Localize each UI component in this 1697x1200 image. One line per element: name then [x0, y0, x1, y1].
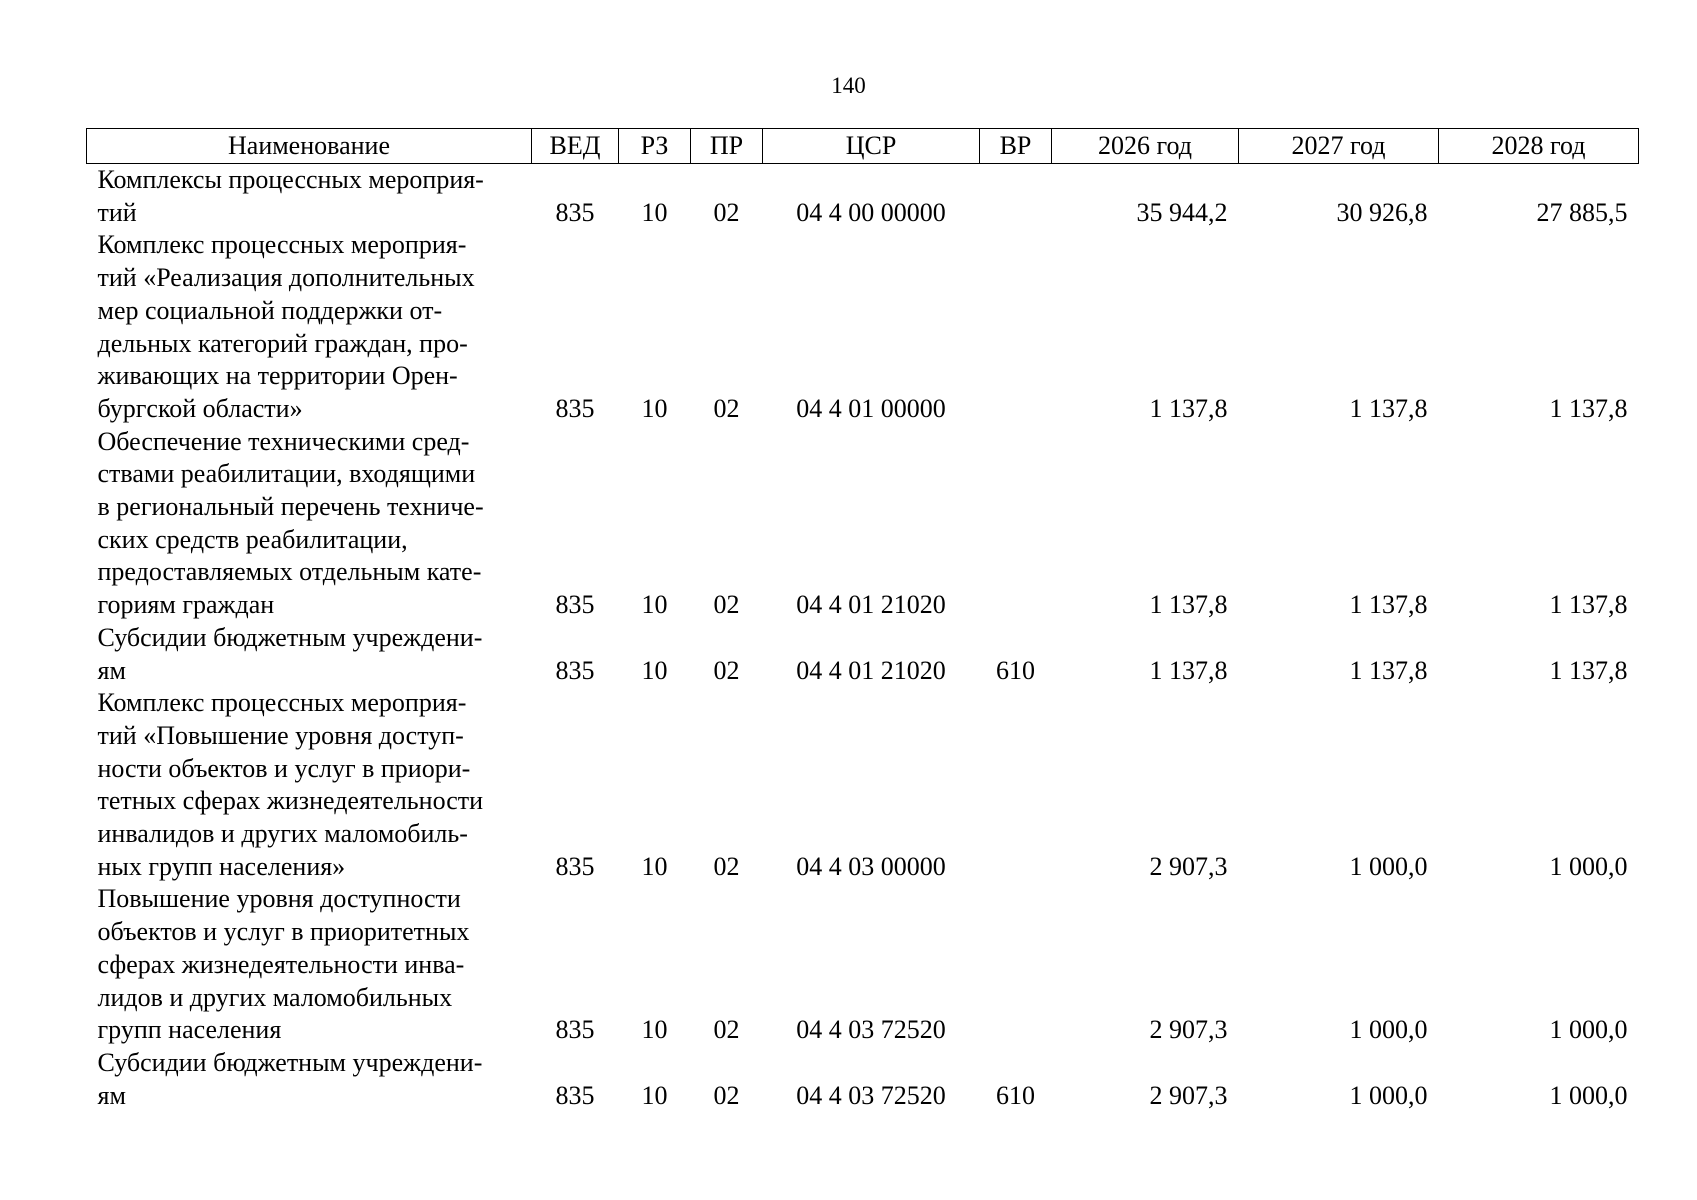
amount-2026-cell: 2 907,3: [1149, 851, 1228, 881]
header-row: [87, 129, 1639, 164]
vr-cell: [980, 687, 1052, 883]
name-line: гориям граждан: [97, 590, 275, 620]
row-name-cell: [87, 1047, 532, 1112]
amount-2028-cell: 1 137,8: [1549, 590, 1628, 620]
rz-cell: 10: [641, 851, 668, 881]
name-line: ствами реабилитации, входящими: [97, 459, 476, 489]
name-line: тетных сферах жизнедеятельности: [97, 786, 484, 816]
column-header-2028: 2028 год: [1439, 129, 1639, 164]
ved-cell: 835: [555, 590, 595, 620]
csr-cell: 04 4 00 00000: [796, 197, 946, 227]
name-line: Субсидии бюджетным учреждени-: [97, 1047, 483, 1077]
ved-cell: 835: [555, 1080, 595, 1110]
table-row: [87, 622, 1639, 687]
column-header-2026: 2026 год: [1052, 129, 1239, 164]
name-line: дельных категорий граждан, про-: [97, 328, 468, 358]
column-header-2027: 2027 год: [1239, 129, 1439, 164]
amount-2028-cell: 1 000,0: [1549, 1080, 1628, 1110]
name-line: Субсидии бюджетным учреждени-: [97, 622, 483, 652]
pr-cell: 02: [713, 851, 740, 881]
row-name-cell: [87, 883, 532, 1047]
table-row: [87, 426, 1639, 622]
amount-2027-cell: 1 000,0: [1349, 1015, 1428, 1045]
pr-cell: 02: [713, 1015, 740, 1045]
column-header-rz: РЗ: [619, 129, 691, 164]
vr-cell: [980, 164, 1052, 230]
row-name-cell: [87, 687, 532, 883]
vr-cell: 610: [996, 655, 1035, 685]
ved-cell: 835: [555, 851, 595, 881]
rz-cell: 10: [641, 590, 668, 620]
vr-cell: 610: [996, 1080, 1035, 1110]
amount-2026-cell: 1 137,8: [1149, 393, 1228, 423]
pr-cell: 02: [713, 590, 740, 620]
amount-2027-cell: 1 137,8: [1349, 393, 1428, 423]
amount-2027-cell: 30 926,8: [1336, 197, 1428, 227]
row-name-cell: [87, 426, 532, 622]
column-header-csr: ЦСР: [763, 129, 980, 164]
amount-2028-cell: 27 885,5: [1536, 197, 1628, 227]
column-header-name: Наименование: [87, 129, 532, 164]
amount-2028-cell: 1 137,8: [1549, 655, 1628, 685]
csr-cell: 04 4 01 00000: [796, 393, 946, 423]
column-header-ved: ВЕД: [532, 129, 619, 164]
rz-cell: 10: [641, 655, 668, 685]
amount-2026-cell: 35 944,2: [1136, 197, 1228, 227]
ved-cell: 835: [555, 655, 595, 685]
name-line: инвалидов и других маломобиль-: [97, 819, 468, 849]
amount-2028-cell: 1 137,8: [1549, 393, 1628, 423]
amount-2028-cell: 1 000,0: [1549, 1015, 1628, 1045]
vr-cell: [980, 229, 1052, 425]
rz-cell: 10: [641, 197, 668, 227]
name-line: живающих на территории Орен-: [97, 361, 458, 391]
name-line: Комплекс процессных мероприя-: [97, 230, 467, 260]
budget-table: [86, 128, 1639, 1112]
name-line: ных групп населения»: [97, 851, 346, 881]
name-line: бургской области»: [97, 393, 303, 423]
name-line: предоставляемых отдельным кате-: [97, 557, 482, 587]
vr-cell: [980, 426, 1052, 622]
name-line: тий: [97, 197, 137, 227]
amount-2027-cell: 1 137,8: [1349, 590, 1428, 620]
csr-cell: 04 4 03 00000: [796, 851, 946, 881]
vr-cell: [980, 883, 1052, 1047]
csr-cell: 04 4 03 72520: [796, 1015, 946, 1045]
ved-cell: 835: [555, 393, 595, 423]
name-line: групп населения: [97, 1015, 282, 1045]
amount-2026-cell: 1 137,8: [1149, 590, 1228, 620]
csr-cell: 04 4 03 72520: [796, 1080, 946, 1110]
name-line: тий «Реализация дополнительных: [97, 263, 475, 293]
table-row: [87, 164, 1639, 230]
pr-cell: 02: [713, 197, 740, 227]
name-line: ям: [97, 655, 126, 685]
name-line: ности объектов и услуг в приори-: [97, 753, 471, 783]
amount-2027-cell: 1 000,0: [1349, 851, 1428, 881]
pr-cell: 02: [713, 655, 740, 685]
name-line: лидов и других маломобильных: [97, 982, 453, 1012]
name-line: ям: [97, 1080, 126, 1110]
name-line: мер социальной поддержки от-: [97, 295, 443, 325]
table-row: [87, 1047, 1639, 1112]
column-header-pr: ПР: [691, 129, 763, 164]
page-number: 140: [831, 73, 866, 98]
rz-cell: 10: [641, 1080, 668, 1110]
name-line: Комплекс процессных мероприя-: [97, 688, 467, 718]
name-line: тий «Повышение уровня доступ-: [97, 720, 464, 750]
name-line: Обеспечение техническими сред-: [97, 426, 470, 456]
row-name-cell: [87, 622, 532, 687]
amount-2027-cell: 1 000,0: [1349, 1080, 1428, 1110]
row-name-cell: [87, 164, 532, 230]
pr-cell: 02: [713, 393, 740, 423]
ved-cell: 835: [555, 1015, 595, 1045]
name-line: Комплексы процессных мероприя-: [97, 165, 484, 194]
csr-cell: 04 4 01 21020: [796, 655, 946, 685]
amount-2026-cell: 2 907,3: [1149, 1080, 1228, 1110]
amount-2026-cell: 1 137,8: [1149, 655, 1228, 685]
amount-2027-cell: 1 137,8: [1349, 655, 1428, 685]
pr-cell: 02: [713, 1080, 740, 1110]
name-line: ских средств реабилитации,: [97, 524, 408, 554]
name-line: в региональный перечень техниче-: [97, 492, 484, 522]
ved-cell: 835: [555, 197, 595, 227]
name-line: объектов и услуг в приоритетных: [97, 917, 470, 947]
row-name-cell: [87, 229, 532, 425]
amount-2028-cell: 1 000,0: [1549, 851, 1628, 881]
table-row: [87, 229, 1639, 425]
name-line: Повышение уровня доступности: [97, 884, 461, 914]
name-line: сферах жизнедеятельности инва-: [97, 949, 465, 979]
table-row: [87, 687, 1639, 883]
rz-cell: 10: [641, 393, 668, 423]
rz-cell: 10: [641, 1015, 668, 1045]
table-row: [87, 883, 1639, 1047]
amount-2026-cell: 2 907,3: [1149, 1015, 1228, 1045]
column-header-vr: ВР: [980, 129, 1052, 164]
csr-cell: 04 4 01 21020: [796, 590, 946, 620]
